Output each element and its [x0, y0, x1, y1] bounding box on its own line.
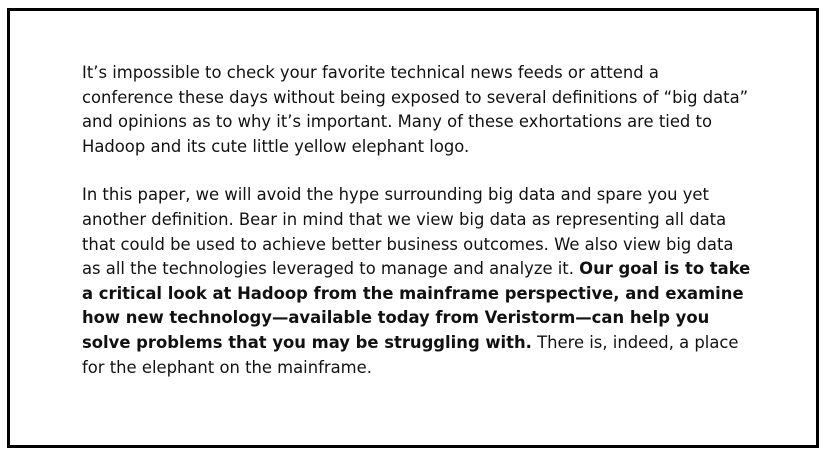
document-body: [82, 61, 752, 380]
document-frame: [7, 8, 819, 448]
paragraph-goal-intro: In this paper, we will avoid the hype surrounding big data and spare you yet another definition. Bear in mind that we view big data as representing all data that could be used to achieve better business outcomes. We also view big data as all the technologies leveraged to manage and analyze it.: [82, 185, 734, 279]
paragraph-goal-end: There is, indeed, a place for the elephant on the mainframe.: [82, 332, 739, 377]
paragraph-goal: [82, 183, 752, 380]
paragraph-intro: It’s impossible to check your favorite technical news feeds or attend a conference these days without being exposed to several definitions of “big data” and opinions as to why it’s important. Many of these exhortations are tied to Hadoop and its cute little yellow elephant logo.: [82, 63, 749, 156]
paragraph-goal-bold: Our goal is to take a critical look at Hadoop from the mainframe perspective, and examine how new technology—available today from Veristorm—can help you solve problems that you may be struggling with.: [82, 259, 751, 352]
